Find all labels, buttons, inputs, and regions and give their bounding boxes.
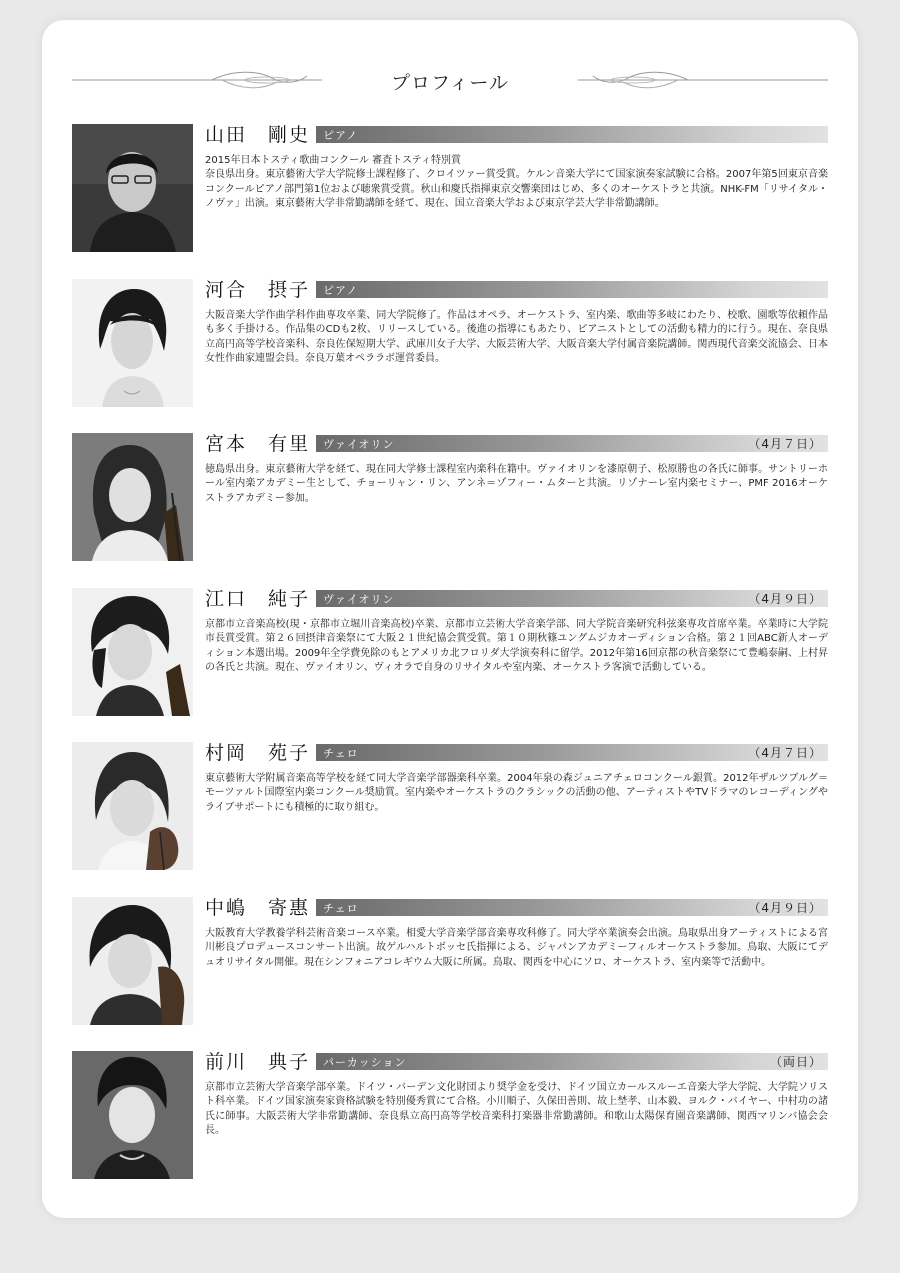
portrait-photo — [72, 433, 193, 561]
ornament-right-icon — [568, 66, 828, 94]
name-row — [205, 433, 828, 455]
name-row — [205, 124, 828, 146]
profile-entry — [72, 279, 828, 409]
profile-info — [205, 279, 828, 367]
portrait-photo — [72, 279, 193, 407]
instrument-bar — [316, 435, 828, 452]
performer-name: 前川 典子 — [205, 1051, 311, 1073]
instrument-label: ピアノ — [323, 129, 359, 142]
performer-name: 山田 剛史 — [205, 124, 311, 146]
portrait-photo — [72, 124, 193, 252]
name-row — [205, 742, 828, 764]
name-row — [205, 279, 828, 301]
instrument-label: ピアノ — [323, 284, 359, 297]
profile-entry — [72, 897, 828, 1027]
page-header — [72, 60, 828, 96]
profile-entry — [72, 124, 828, 254]
profile-entry — [72, 588, 828, 718]
portrait-photo — [72, 742, 193, 870]
instrument-label: チェロ — [323, 747, 359, 760]
portrait-photo — [72, 1051, 193, 1179]
portrait-photo — [72, 897, 193, 1025]
instrument-bar — [316, 281, 828, 298]
profile-entry — [72, 433, 828, 563]
instrument-label: ヴァイオリン — [323, 593, 395, 606]
instrument-bar — [316, 899, 828, 916]
performance-date: （両日） — [769, 1055, 822, 1069]
biography: 京都市立音楽高校(現・京都市立堀川音楽高校)卒業、京都市立芸術大学音楽学部、同大学院音楽研究科弦楽専攻首席卒業。卒業時に大学院市長賞受賞。第２６回摂津音楽祭にて大阪２１世紀協会賞受賞。第１０期秋篠ユングムジカオーディション合格。第２１回ABC新人オーディション本選出場。2009年全学費免除のもとアメリカ北フロリダ大学演奏科に留学。2012年第16回京都の秋音楽祭にて豊嶋泰嗣、上村昇の各氏と共演。現在、ヴァイオリン、ヴィオラで自身のリサイタルや室内楽、オーケストラ客演で活動している。 — [205, 619, 828, 674]
performance-date: （4月７日） — [748, 437, 822, 451]
profile-info — [205, 124, 828, 212]
instrument-bar — [316, 1053, 828, 1070]
performance-date: （4月９日） — [748, 592, 822, 606]
performer-name: 河合 摂子 — [205, 279, 311, 301]
instrument-label: ヴァイオリン — [323, 438, 395, 451]
performance-date: （4月９日） — [748, 901, 822, 915]
biography: 大阪音楽大学作曲学科作曲専攻卒業、同大学院修了。作品はオペラ、オーケストラ、室内楽、歌曲等多岐にわたり、校歌、園歌等依頼作品も多く手掛ける。作品集のCDも2枚、リリースしている。後進の指導にもあたり、ピアニストとしての活動も精力的に行う。現在、奈良県立高円高等学校音楽科、奈良佐保短期大学、武庫川女子大学、大阪芸術大学、大阪音楽大学付属音楽院講師。関西現代音楽交流協会、日本女性作曲家連盟会員。奈良万葉オペララボ運営委員。 — [205, 310, 828, 365]
performer-name: 江口 純子 — [205, 588, 311, 610]
profile-info — [205, 433, 828, 506]
performance-date: （4月７日） — [748, 746, 822, 760]
profile-entry — [72, 742, 828, 872]
biography: 京都市立芸術大学音楽学部卒業。ドイツ・バーデン文化財団より奨学金を受け、ドイツ国立カールスルーエ音楽大学大学院、大学院ソリスト科卒業。ドイツ国家演奏家資格試験を特別優秀賞にて合格。小川順子、久保田善則、故上埜孝、山本毅、ヨルク・バイヤー、中村功の諸氏に師事。大阪芸術大学非常勤講師、奈良県立高円高等学校音楽科打楽器非常勤講師。和歌山太陽保育園音楽講師、関西マリンバ協会会長。 — [205, 1082, 828, 1137]
profile-info — [205, 897, 828, 970]
instrument-label: パーカッション — [323, 1056, 407, 1069]
performer-name: 中嶋 寄惠 — [205, 897, 311, 919]
biography: 大阪教育大学教養学科芸術音楽コース卒業。相愛大学音楽学部音楽専攻科修了。同大学卒業演奏会出演。鳥取県出身アーティストによる宮川彬良プロデュースコンサート出演。故ゲルハルトボッセ氏指揮による、ジャパンアカデミーフィルオーケストラ参加。鳥取、大阪にてデュオリサイタル開催。現在シンフォニアコレギウム大阪に所属。鳥取、関西を中心にソロ、オーケストラ、室内楽等で活動中。 — [205, 928, 828, 968]
profile-info — [205, 1051, 828, 1139]
name-row — [205, 1051, 828, 1073]
profile-entry — [72, 1051, 828, 1181]
instrument-label: チェロ — [323, 902, 359, 915]
performer-name: 宮本 有里 — [205, 433, 311, 455]
performer-name: 村岡 苑子 — [205, 742, 311, 764]
instrument-bar — [316, 590, 828, 607]
instrument-bar — [316, 744, 828, 761]
profile-info — [205, 742, 828, 815]
page-title: プロフィール — [390, 72, 510, 94]
name-row — [205, 897, 828, 919]
biography: 2015年日本トスティ歌曲コンクール 審査トスティ特別賞 奈良県出身。東京藝術大学大学院修士課程修了、クロイツァー賞受賞。ケルン音楽大学にて国家演奏家試験に合格。2007年第5回東京音楽コンクールピアノ部門第1位および聴衆賞受賞。秋山和慶氏指揮東京交響楽団はじめ、多くのオーケストラと共演。NHK-FM「リサイタル・ノヴァ」出演。東京藝術大学非常勤講師を経て、現在、国立音楽大学および東京学芸大学非常勤講師。 — [205, 155, 828, 210]
biography: 東京藝術大学附属音楽高等学校を経て同大学音楽学部器楽科卒業。2004年泉の森ジュニアチェロコンクール銀賞。2012年ザルツブルグ＝モーツァルト国際室内楽コンクール奨励賞。室内楽やオーケストラのクラシックの活動の他、アーティストやTVドラマのレコーディングやライブサポートにも積極的に取り組む。 — [205, 773, 828, 813]
name-row — [205, 588, 828, 610]
instrument-bar — [316, 126, 828, 143]
portrait-photo — [72, 588, 193, 716]
profile-info — [205, 588, 828, 676]
biography: 徳島県出身。東京藝術大学を経て、現在同大学修士課程室内楽科在籍中。ヴァイオリンを漆原朝子、松原勝也の各氏に師事。サントリーホール室内楽アカデミー生として、チョーリャン・リン、アンネ＝ゾフィー・ムターと共演。リゾナーレ室内楽セミナー、PMF 2016オーケストラアカデミー参加。 — [205, 464, 828, 504]
